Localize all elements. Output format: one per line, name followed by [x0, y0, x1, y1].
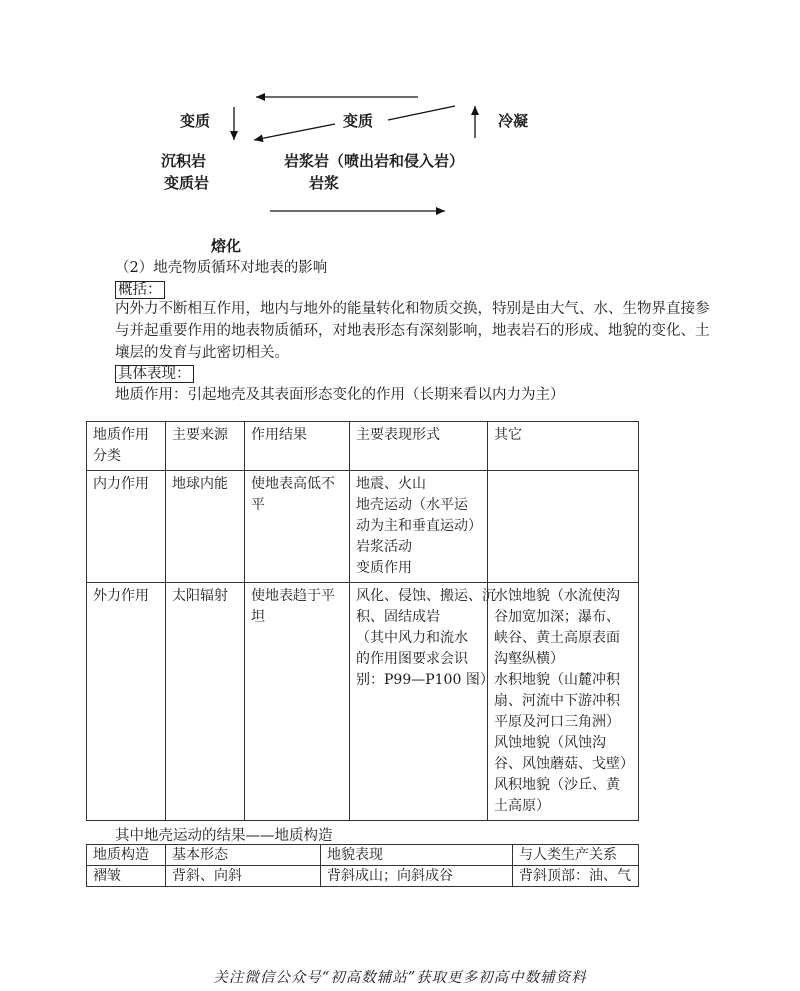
label-metamorphic-rock: 变质岩	[164, 174, 210, 192]
cell-line: 地震、火山	[356, 476, 426, 492]
cell-line: 峡谷、黄土高原表面	[494, 630, 620, 646]
source-cell: 地球内能	[166, 471, 245, 583]
summary-line: 壤层的发育与此密切相关。	[115, 345, 289, 361]
other-cell	[488, 583, 639, 821]
cell-line: 土高原）	[494, 798, 550, 814]
other-cell	[488, 471, 639, 583]
arrow-diagonal-right	[388, 106, 455, 120]
structure-table	[86, 844, 639, 887]
cell-line: 谷加宽加深；瀑布、	[494, 609, 620, 625]
category-cell: 外力作用	[87, 583, 166, 821]
header-cell: 作用结果	[245, 422, 350, 471]
header-cell: 主要来源	[166, 422, 245, 471]
cell-line: 变质作用	[356, 560, 412, 576]
geo-process-table	[86, 421, 639, 821]
header-cell: 其它	[488, 422, 639, 471]
label-magmatic-rock: 岩浆岩（喷出岩和侵入岩）	[284, 152, 465, 170]
label-melting: 熔化	[211, 237, 242, 255]
label-sedimentary-rock: 沉积岩	[161, 152, 207, 170]
result-cell	[245, 583, 350, 821]
header-cell: 主要表现形式	[350, 422, 488, 471]
cell-line: 风化、侵蚀、搬运、沉	[356, 588, 496, 604]
definition-text: 地质作用：引起地壳及其表面形态变化的作用（长期来看以内力为主）	[115, 387, 565, 403]
summary-paragraph	[115, 298, 710, 364]
label-metamorphism-left: 变质	[180, 112, 211, 130]
forms-cell	[350, 471, 488, 583]
rock-cycle-arrows	[0, 0, 800, 260]
footer-promo: 关注微信公众号“初高数辅站”获取更多初高中数辅资料	[213, 970, 587, 986]
table-row	[87, 866, 639, 887]
cell-line: 动为主和垂直运动）	[356, 518, 482, 534]
source-cell: 太阳辐射	[166, 583, 245, 821]
forms-cell	[350, 583, 496, 821]
summary-label	[115, 278, 165, 299]
cell-line: 平	[251, 497, 265, 513]
cell-line: （其中风力和流水	[356, 630, 468, 646]
table-row	[87, 583, 639, 821]
structure-cell: 背斜顶部：油、气	[513, 866, 639, 887]
category-cell: 内力作用	[87, 471, 166, 583]
result-cell	[245, 471, 350, 583]
cell-line: 谷、风蚀蘑菇、戈壁）	[494, 756, 634, 772]
structure-cell: 褶皱	[87, 866, 166, 887]
header-cell: 基本形态	[166, 845, 321, 866]
section-heading: （2）地壳物质循环对地表的影响	[115, 260, 328, 276]
summary-label-text: 概括：	[115, 281, 165, 299]
header-line: 地质作用	[93, 427, 149, 443]
summary-line: 与并起重要作用的地表物质循环，对地表形态有深刻影响，地表岩石的形成、地貌的变化、土	[115, 323, 710, 339]
detail-label-text: 具体表现：	[115, 365, 194, 383]
cell-line: 使地表高低不	[251, 476, 335, 492]
label-condensation: 冷凝	[498, 112, 529, 130]
header-cell: 与人类生产关系	[513, 845, 639, 866]
cell-line: 扇、河流中下游冲积	[494, 693, 620, 709]
cell-line: 岩浆活动	[356, 539, 412, 555]
structure-cell: 背斜成山；向斜成谷	[321, 866, 513, 887]
arrow-diagonal-left	[254, 124, 335, 140]
cell-line: 风蚀地貌（风蚀沟	[494, 735, 606, 751]
cell-line: 地壳运动（水平运	[356, 497, 468, 513]
table-header-row	[87, 422, 639, 471]
cell-line: 别：P99—P100 图）	[356, 672, 494, 688]
cell-line: 使地表趋于平	[251, 588, 335, 604]
summary-line: 内外力不断相互作用，地内与地外的能量转化和物质交换，特别是由大气、水、生物界直接参	[115, 301, 710, 317]
cell-line: 坦	[251, 609, 265, 625]
cell-line: 水积地貌（山麓冲积	[494, 672, 620, 688]
header-cell: 地貌表现	[321, 845, 513, 866]
cell-line: 风积地貌（沙丘、黄	[494, 777, 620, 793]
header-cell	[87, 422, 166, 471]
cell-line: 平原及河口三角洲）	[494, 714, 620, 730]
header-cell: 地质构造	[87, 845, 166, 866]
label-metamorphism-mid: 变质	[343, 112, 374, 130]
cell-line: 积、固结成岩	[356, 609, 440, 625]
table-row	[87, 471, 639, 583]
structure-header-row	[87, 845, 639, 866]
header-line: 分类	[93, 448, 121, 464]
cell-line: 的作用图要求会识	[356, 651, 468, 667]
structure-intro: 其中地壳运动的结果——地质构造	[115, 828, 333, 844]
detail-label	[115, 362, 194, 383]
structure-cell: 背斜、向斜	[166, 866, 321, 887]
cell-line: 沟壑纵横）	[494, 651, 564, 667]
cell-line: 水蚀地貌（水流使沟	[494, 588, 620, 604]
label-magma: 岩浆	[309, 174, 340, 192]
